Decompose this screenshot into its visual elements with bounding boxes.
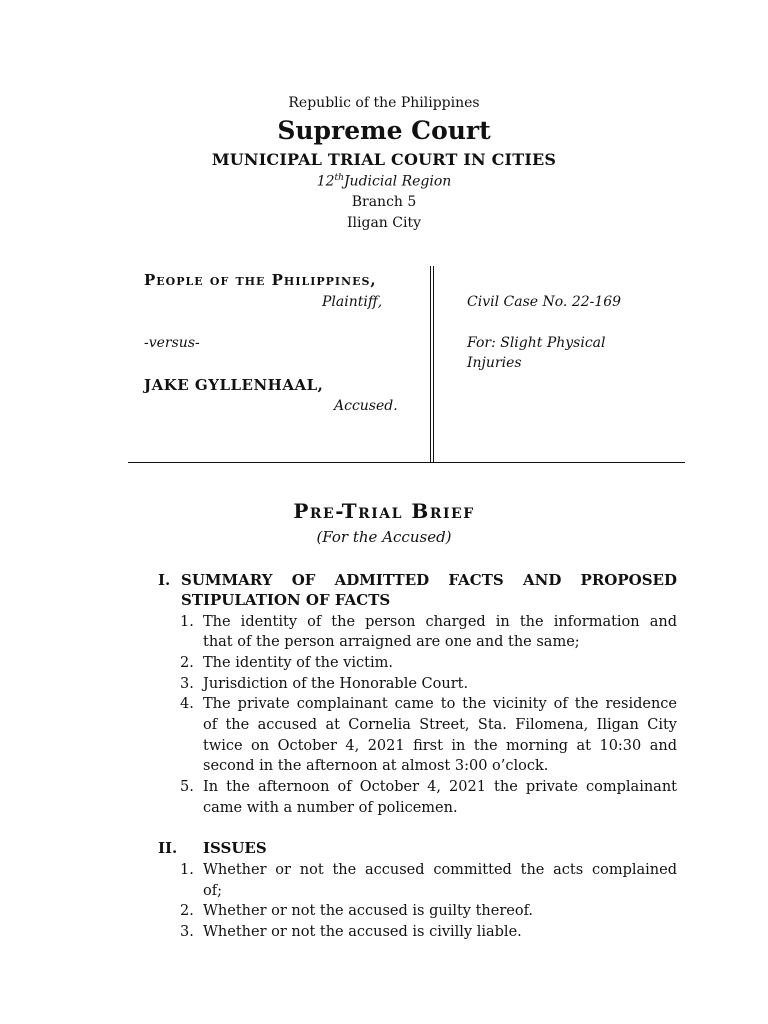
section-1-heading-cont: STIPULATION OF FACTS — [181, 591, 391, 609]
accused-name: JAKE GYLLENHAAL, — [144, 376, 324, 394]
accused-role: Accused. — [334, 398, 398, 414]
section-2-numeral: II. — [158, 839, 178, 857]
item-number: 4. — [180, 696, 194, 712]
section-2-heading: ISSUES — [203, 839, 267, 857]
court-name: Supreme Court — [277, 116, 491, 145]
section-1-heading: SUMMARY OF ADMITTED FACTS AND PROPOSED — [181, 571, 677, 589]
list-item-text: Whether or not the accused is guilty thereof. — [203, 903, 534, 919]
list-item-text: In the afternoon of October 4, 2021 the private complainant — [203, 779, 677, 795]
city-line: Iligan City — [347, 215, 421, 231]
item-number: 3. — [180, 924, 194, 940]
list-item-text: twice on October 4, 2021 first in the morning at 10:30 and — [203, 738, 677, 754]
caption-divider — [430, 266, 434, 463]
item-number: 3. — [180, 676, 194, 692]
item-number: 2. — [180, 655, 194, 671]
list-item-text: Whether or not the accused committed the acts complained — [203, 862, 677, 878]
case-nature-line1: For: Slight Physical — [467, 335, 606, 351]
republic-line: Republic of the Philippines — [288, 95, 480, 111]
region-text: Judicial Region — [343, 173, 452, 190]
case-nature-line2: Injuries — [467, 355, 522, 371]
versus-label: -versus- — [144, 335, 200, 351]
list-item-text: second in the afternoon at almost 3:00 o’clock. — [203, 758, 549, 774]
document-title: Pre-Trial Brief — [293, 499, 475, 523]
list-item-text: Jurisdiction of the Honorable Court. — [203, 676, 469, 692]
list-item-text: Whether or not the accused is civilly liable. — [203, 924, 522, 940]
item-number: 1. — [180, 862, 194, 878]
list-item-text: The private complainant came to the vicinity of the residence — [203, 696, 677, 712]
plaintiff-role: Plaintiff, — [322, 294, 383, 310]
list-item-text: The identity of the victim. — [203, 655, 393, 671]
list-item-text: came with a number of policemen. — [203, 800, 458, 816]
region-suffix: th — [334, 173, 344, 183]
list-item-text: of; — [203, 883, 222, 899]
list-item-text: The identity of the person charged in the information and — [203, 614, 677, 630]
caption-rule — [128, 462, 685, 463]
list-item-text: of the accused at Cornelia Street, Sta. Filomena, Iligan City — [203, 717, 677, 733]
trial-court-name: MUNICIPAL TRIAL COURT IN CITIES — [211, 150, 557, 169]
section-1-numeral: I. — [158, 571, 171, 589]
item-number: 1. — [180, 614, 194, 630]
branch-line: Branch 5 — [351, 194, 417, 210]
item-number: 2. — [180, 903, 194, 919]
region-number: 12 — [316, 173, 335, 190]
judicial-region — [0, 173, 768, 190]
plaintiff-name: People of the Philippines, — [144, 271, 377, 289]
list-item-text: that of the person arraigned are one and the same; — [203, 634, 580, 650]
document-subtitle: (For the Accused) — [316, 528, 452, 546]
case-number: Civil Case No. 22-169 — [467, 294, 622, 310]
item-number: 5. — [180, 779, 194, 795]
